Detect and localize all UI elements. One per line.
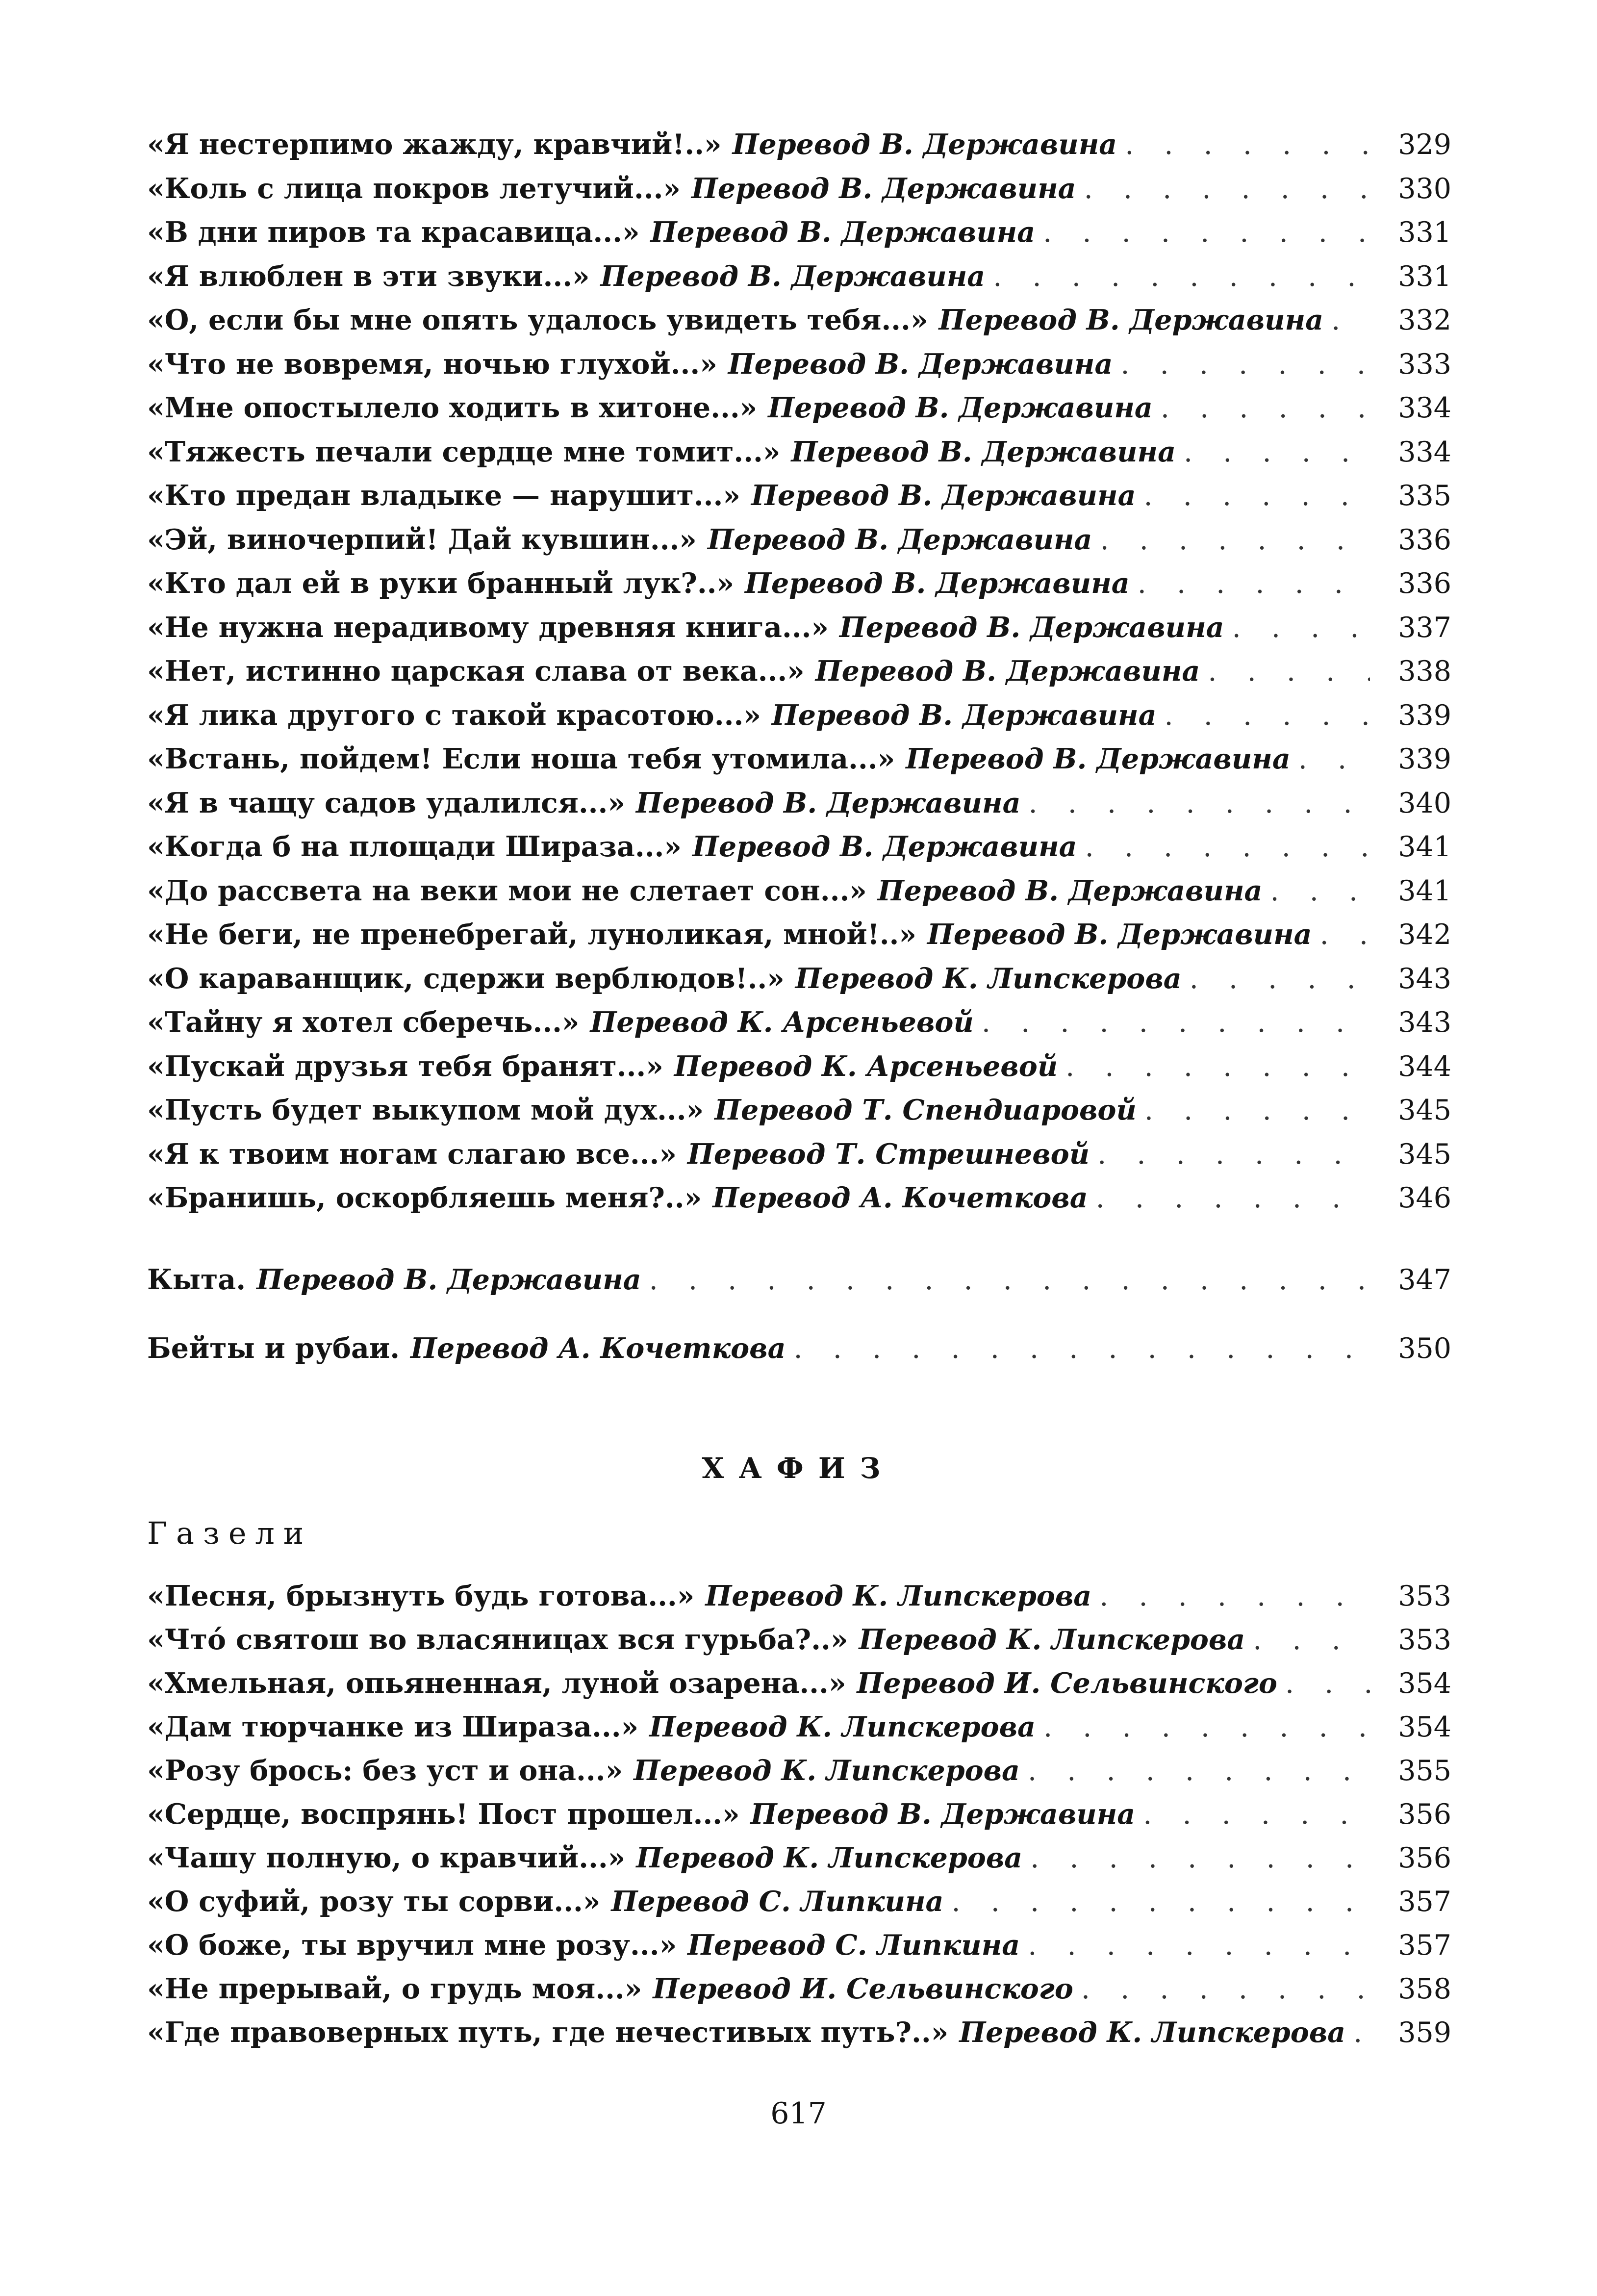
- entry-page-number: 339: [1398, 699, 1451, 732]
- dot-leader: [993, 257, 1370, 296]
- toc-entry: [147, 520, 1451, 560]
- entry-translator: Перевод В. Державина: [815, 655, 1200, 688]
- toc-entry: [147, 301, 1451, 340]
- dot-leader: [1270, 871, 1370, 911]
- entry-page-number: 338: [1398, 655, 1451, 688]
- dot-leader: [1144, 476, 1370, 515]
- entry-translator: Перевод В. Державина: [256, 1263, 641, 1296]
- entry-page-number: 346: [1398, 1182, 1451, 1214]
- dot-leader: [1028, 1751, 1370, 1790]
- entry-translator: Перевод С. Липкина: [687, 1929, 1020, 1962]
- entry-page-number: 353: [1398, 1624, 1451, 1656]
- dot-leader: [982, 1003, 1370, 1042]
- toc-entry: [147, 827, 1451, 867]
- entry-translator: Перевод С. Липкина: [611, 1885, 944, 1918]
- toc-entry: [147, 696, 1451, 735]
- entry-translator: Перевод В. Державина: [691, 172, 1076, 205]
- entry-title: «Чашу полную, о кравчий...»: [147, 1841, 626, 1874]
- entry-page-number: 356: [1398, 1842, 1451, 1874]
- dot-leader: [1043, 1708, 1370, 1747]
- entry-page-number: 331: [1398, 260, 1451, 293]
- entry-page-number: 329: [1398, 128, 1451, 161]
- dot-leader: [1143, 1795, 1370, 1834]
- entry-translator: Перевод К. Липскерова: [636, 1841, 1023, 1874]
- entry-title: «Я в чащу садов удалился...»: [147, 786, 625, 819]
- dot-leader: [1232, 608, 1370, 647]
- entry-title: Кыта.: [147, 1263, 246, 1296]
- entry-page-number: 334: [1398, 392, 1451, 424]
- toc-entry: [147, 1838, 1451, 1878]
- entry-page-number: 336: [1398, 567, 1451, 600]
- entry-translator: Перевод Т. Стрешневой: [687, 1137, 1090, 1171]
- entry-page-number: 358: [1398, 1973, 1451, 2005]
- entry-translator: Перевод К. Липскерова: [705, 1580, 1092, 1612]
- dot-leader: [1028, 1926, 1370, 1965]
- section-title: ХАФИЗ: [702, 1452, 895, 1485]
- entry-translator: Перевод В. Державина: [938, 304, 1324, 336]
- toc-entry: [147, 1003, 1451, 1042]
- entry-page-number: 336: [1398, 523, 1451, 556]
- toc-entry: [147, 1926, 1451, 1965]
- entry-title: «О боже, ты вручил мне розу...»: [147, 1929, 677, 1962]
- entry-title: «Тайну я хотел сберечь...»: [147, 1006, 580, 1039]
- entry-translator: Перевод В. Державина: [768, 391, 1153, 424]
- entry-title: «О суфий, розу ты сорви...»: [147, 1885, 601, 1918]
- entry-translator: Перевод Т. Спендиаровой: [714, 1094, 1137, 1126]
- entry-title: «Хмельная, опьяненная, луной озарена...»: [147, 1667, 846, 1700]
- entry-title: «Дам тюрчанке из Шираза...»: [147, 1710, 639, 1743]
- entry-translator: Перевод К. Липскерова: [859, 1623, 1245, 1656]
- toc-entry: [147, 1708, 1451, 1747]
- entry-title: «Когда б на площади Шираза...»: [147, 830, 682, 863]
- dot-leader: [1029, 784, 1370, 823]
- toc-entry: [147, 608, 1451, 647]
- dot-leader: [1184, 433, 1370, 472]
- entry-translator: Перевод К. Арсеньевой: [674, 1049, 1058, 1083]
- entry-translator: Перевод В. Державина: [906, 742, 1291, 775]
- entry-page-number: 353: [1398, 1580, 1451, 1612]
- dot-leader: [794, 1329, 1370, 1368]
- toc-entry: [147, 1882, 1451, 1921]
- entry-page-number: 333: [1398, 348, 1451, 381]
- entry-page-number: 345: [1398, 1138, 1451, 1171]
- entry-title: «О караванщик, сдержи верблюдов!..»: [147, 962, 785, 995]
- toc-entry: [147, 125, 1451, 164]
- toc-entry: [147, 1620, 1451, 1659]
- toc-entry: [147, 1047, 1451, 1086]
- entry-translator: Перевод К. Липскерова: [649, 1710, 1036, 1743]
- entry-title: «Где правоверных путь, где нечестивых путь?..»: [147, 2016, 949, 2049]
- entry-title: «Мне опостылело ходить в хитоне...»: [147, 391, 758, 424]
- entry-title: «Я лика другого с такой красотою...»: [147, 698, 761, 732]
- entry-title: «Я влюблен в эти звуки...»: [147, 259, 590, 293]
- entry-translator: Перевод К. Липскерова: [634, 1754, 1020, 1787]
- entry-page-number: 344: [1398, 1050, 1451, 1083]
- entry-title: «Что не вовремя, ночью глухой...»: [147, 347, 717, 381]
- dot-leader: [1096, 1178, 1370, 1218]
- toc-entry: [147, 1091, 1451, 1130]
- toc-entry: [147, 1260, 1451, 1300]
- entry-translator: Перевод В. Державина: [745, 567, 1130, 600]
- entry-page-number: 357: [1398, 1886, 1451, 1918]
- toc-entry: [147, 959, 1451, 998]
- toc-entry: [147, 1178, 1451, 1218]
- toc-entry: [147, 388, 1451, 428]
- entry-translator: Перевод А. Кочеткова: [410, 1332, 786, 1365]
- toc-entry: [147, 784, 1451, 823]
- entry-title: «Пусть будет выкупом мой дух...»: [147, 1094, 704, 1126]
- entry-translator: Перевод В. Державина: [728, 347, 1113, 381]
- entry-title: «Кто дал ей в руки бранный лук?..»: [147, 567, 735, 600]
- entry-title: «Пускай друзья тебя бранят...»: [147, 1049, 663, 1083]
- dot-leader: [1081, 1969, 1370, 2009]
- entry-title: «Я нестерпимо жажду, кравчий!..»: [147, 128, 722, 161]
- entry-page-number: 331: [1398, 216, 1451, 249]
- entry-page-number: 341: [1398, 831, 1451, 863]
- toc-entry: [147, 1135, 1451, 1174]
- entry-title: «Не нужна нерадивому древняя книга...»: [147, 611, 829, 644]
- toc-entry: [147, 1751, 1451, 1790]
- entry-page-number: 330: [1398, 172, 1451, 205]
- dot-leader: [1161, 388, 1370, 428]
- entry-title: «Сердце, воспрянь! Пост прошел...»: [147, 1798, 740, 1831]
- entry-title: «Я к твоим ногам слагаю все...»: [147, 1137, 677, 1171]
- dot-leader: [1144, 1091, 1370, 1130]
- dot-leader: [1099, 1577, 1370, 1616]
- entry-page-number: 332: [1398, 304, 1451, 336]
- entry-title: «О, если бы мне опять удалось увидеть тебя...»: [147, 304, 928, 336]
- entry-title: «В дни пиров та красавица...»: [147, 216, 640, 249]
- toc-entry: [147, 1577, 1451, 1616]
- entry-translator: Перевод В. Державина: [732, 128, 1117, 161]
- entry-translator: Перевод И. Сельвинского: [857, 1667, 1277, 1700]
- entry-translator: Перевод В. Державина: [750, 1798, 1136, 1831]
- entry-title: «Кто предан владыке — нарушит...»: [147, 479, 740, 512]
- entry-title: «Песня, брызнуть будь готова...»: [147, 1580, 695, 1612]
- toc-entry: [147, 915, 1451, 954]
- dot-leader: [649, 1260, 1370, 1300]
- entry-translator: Перевод К. Липскерова: [795, 962, 1182, 995]
- page-number: 617: [770, 2096, 827, 2131]
- toc-entry: [147, 169, 1451, 208]
- dot-leader: [1320, 915, 1370, 954]
- dot-leader: [1125, 125, 1370, 164]
- dot-leader: [1043, 213, 1370, 252]
- entry-translator: Перевод В. Державина: [650, 216, 1036, 249]
- entry-title: «Не беги, не пренебрегай, луноликая, мной!..»: [147, 918, 917, 951]
- entry-translator: Перевод В. Державина: [791, 435, 1176, 468]
- entry-title: «До рассвета на веки мои не слетает сон...»: [147, 874, 867, 907]
- toc-entry: [147, 564, 1451, 603]
- dot-leader: [1285, 1664, 1370, 1703]
- toc-entry: [147, 1664, 1451, 1703]
- toc-entry: [147, 257, 1451, 296]
- entry-page-number: 340: [1398, 787, 1451, 819]
- entry-page-number: 355: [1398, 1755, 1451, 1787]
- entry-page-number: 356: [1398, 1798, 1451, 1831]
- entry-title: «Что́ святош во власяницах вся гурьба?..»: [147, 1623, 848, 1656]
- entry-page-number: 335: [1398, 480, 1451, 512]
- dot-leader: [1100, 520, 1370, 560]
- entry-title: «Нет, истинно царская слава от века...»: [147, 655, 805, 688]
- entry-translator: Перевод К. Арсеньевой: [590, 1006, 974, 1039]
- toc-entry: [147, 1795, 1451, 1834]
- toc-entry: [147, 1969, 1451, 2009]
- entry-page-number: 350: [1398, 1332, 1451, 1365]
- toc-entry: [147, 871, 1451, 911]
- entry-translator: Перевод В. Державина: [692, 830, 1077, 863]
- entry-page-number: 347: [1398, 1264, 1451, 1296]
- entry-title: «Не прерывай, о грудь моя...»: [147, 1972, 642, 2005]
- dot-leader: [1208, 652, 1370, 691]
- toc-entry: [147, 1329, 1451, 1368]
- entry-page-number: 345: [1398, 1094, 1451, 1126]
- entry-title: «Бранишь, оскорбляешь меня?..»: [147, 1181, 702, 1214]
- entry-title: «Розу брось: без уст и она...»: [147, 1754, 623, 1787]
- toc-entry: [147, 213, 1451, 252]
- entry-title: «Тяжесть печали сердце мне томит...»: [147, 435, 781, 468]
- entry-page-number: 339: [1398, 743, 1451, 775]
- entry-translator: Перевод К. Липскерова: [959, 2016, 1346, 2049]
- dot-leader: [1138, 564, 1370, 603]
- dot-leader: [1065, 1047, 1370, 1086]
- dot-leader: [1298, 740, 1370, 779]
- entry-translator: Перевод И. Сельвинского: [653, 1972, 1073, 2005]
- entry-page-number: 357: [1398, 1929, 1451, 1962]
- dot-leader: [1120, 345, 1370, 384]
- dot-leader: [1097, 1135, 1370, 1174]
- dot-leader: [1085, 827, 1370, 867]
- entry-page-number: 359: [1398, 2016, 1451, 2049]
- entry-page-number: 354: [1398, 1667, 1451, 1700]
- entry-title: «Коль с лица покров летучий...»: [147, 172, 681, 205]
- entry-page-number: 341: [1398, 874, 1451, 907]
- entry-title: «Эй, виночерпий! Дай кувшин...»: [147, 523, 697, 556]
- entry-translator: Перевод В. Державина: [877, 874, 1263, 907]
- dot-leader: [1190, 959, 1370, 998]
- entry-title: «Встань, пойдем! Если ноша тебя утомила...»: [147, 742, 895, 775]
- entry-translator: Перевод В. Державина: [600, 259, 986, 293]
- toc-entry: [147, 2013, 1451, 2052]
- dot-leader: [1084, 169, 1370, 208]
- toc-entry: [147, 476, 1451, 515]
- dot-leader: [1253, 1620, 1370, 1659]
- entry-translator: Перевод В. Державина: [771, 698, 1157, 732]
- entry-translator: Перевод В. Державина: [839, 611, 1224, 644]
- subsection-title: Газели: [147, 1515, 313, 1551]
- entry-translator: Перевод В. Державина: [635, 786, 1021, 819]
- dot-leader: [1331, 301, 1370, 340]
- dot-leader: [1030, 1838, 1370, 1878]
- toc-entry: [147, 345, 1451, 384]
- dot-leader: [952, 1882, 1370, 1921]
- entry-page-number: 334: [1398, 435, 1451, 468]
- dot-leader: [1165, 696, 1370, 735]
- entry-page-number: 354: [1398, 1711, 1451, 1743]
- toc-entry: [147, 433, 1451, 472]
- entry-translator: Перевод В. Державина: [751, 479, 1136, 512]
- entry-page-number: 343: [1398, 962, 1451, 995]
- toc-entry: [147, 740, 1451, 779]
- toc-entry: [147, 652, 1451, 691]
- entry-title: Бейты и рубаи.: [147, 1332, 400, 1365]
- entry-translator: Перевод В. Державина: [707, 523, 1092, 556]
- entry-page-number: 343: [1398, 1006, 1451, 1039]
- dot-leader: [1353, 2013, 1370, 2052]
- entry-page-number: 337: [1398, 611, 1451, 644]
- entry-translator: Перевод В. Державина: [927, 918, 1312, 951]
- entry-page-number: 342: [1398, 918, 1451, 951]
- entry-translator: Перевод А. Кочеткова: [712, 1181, 1088, 1214]
